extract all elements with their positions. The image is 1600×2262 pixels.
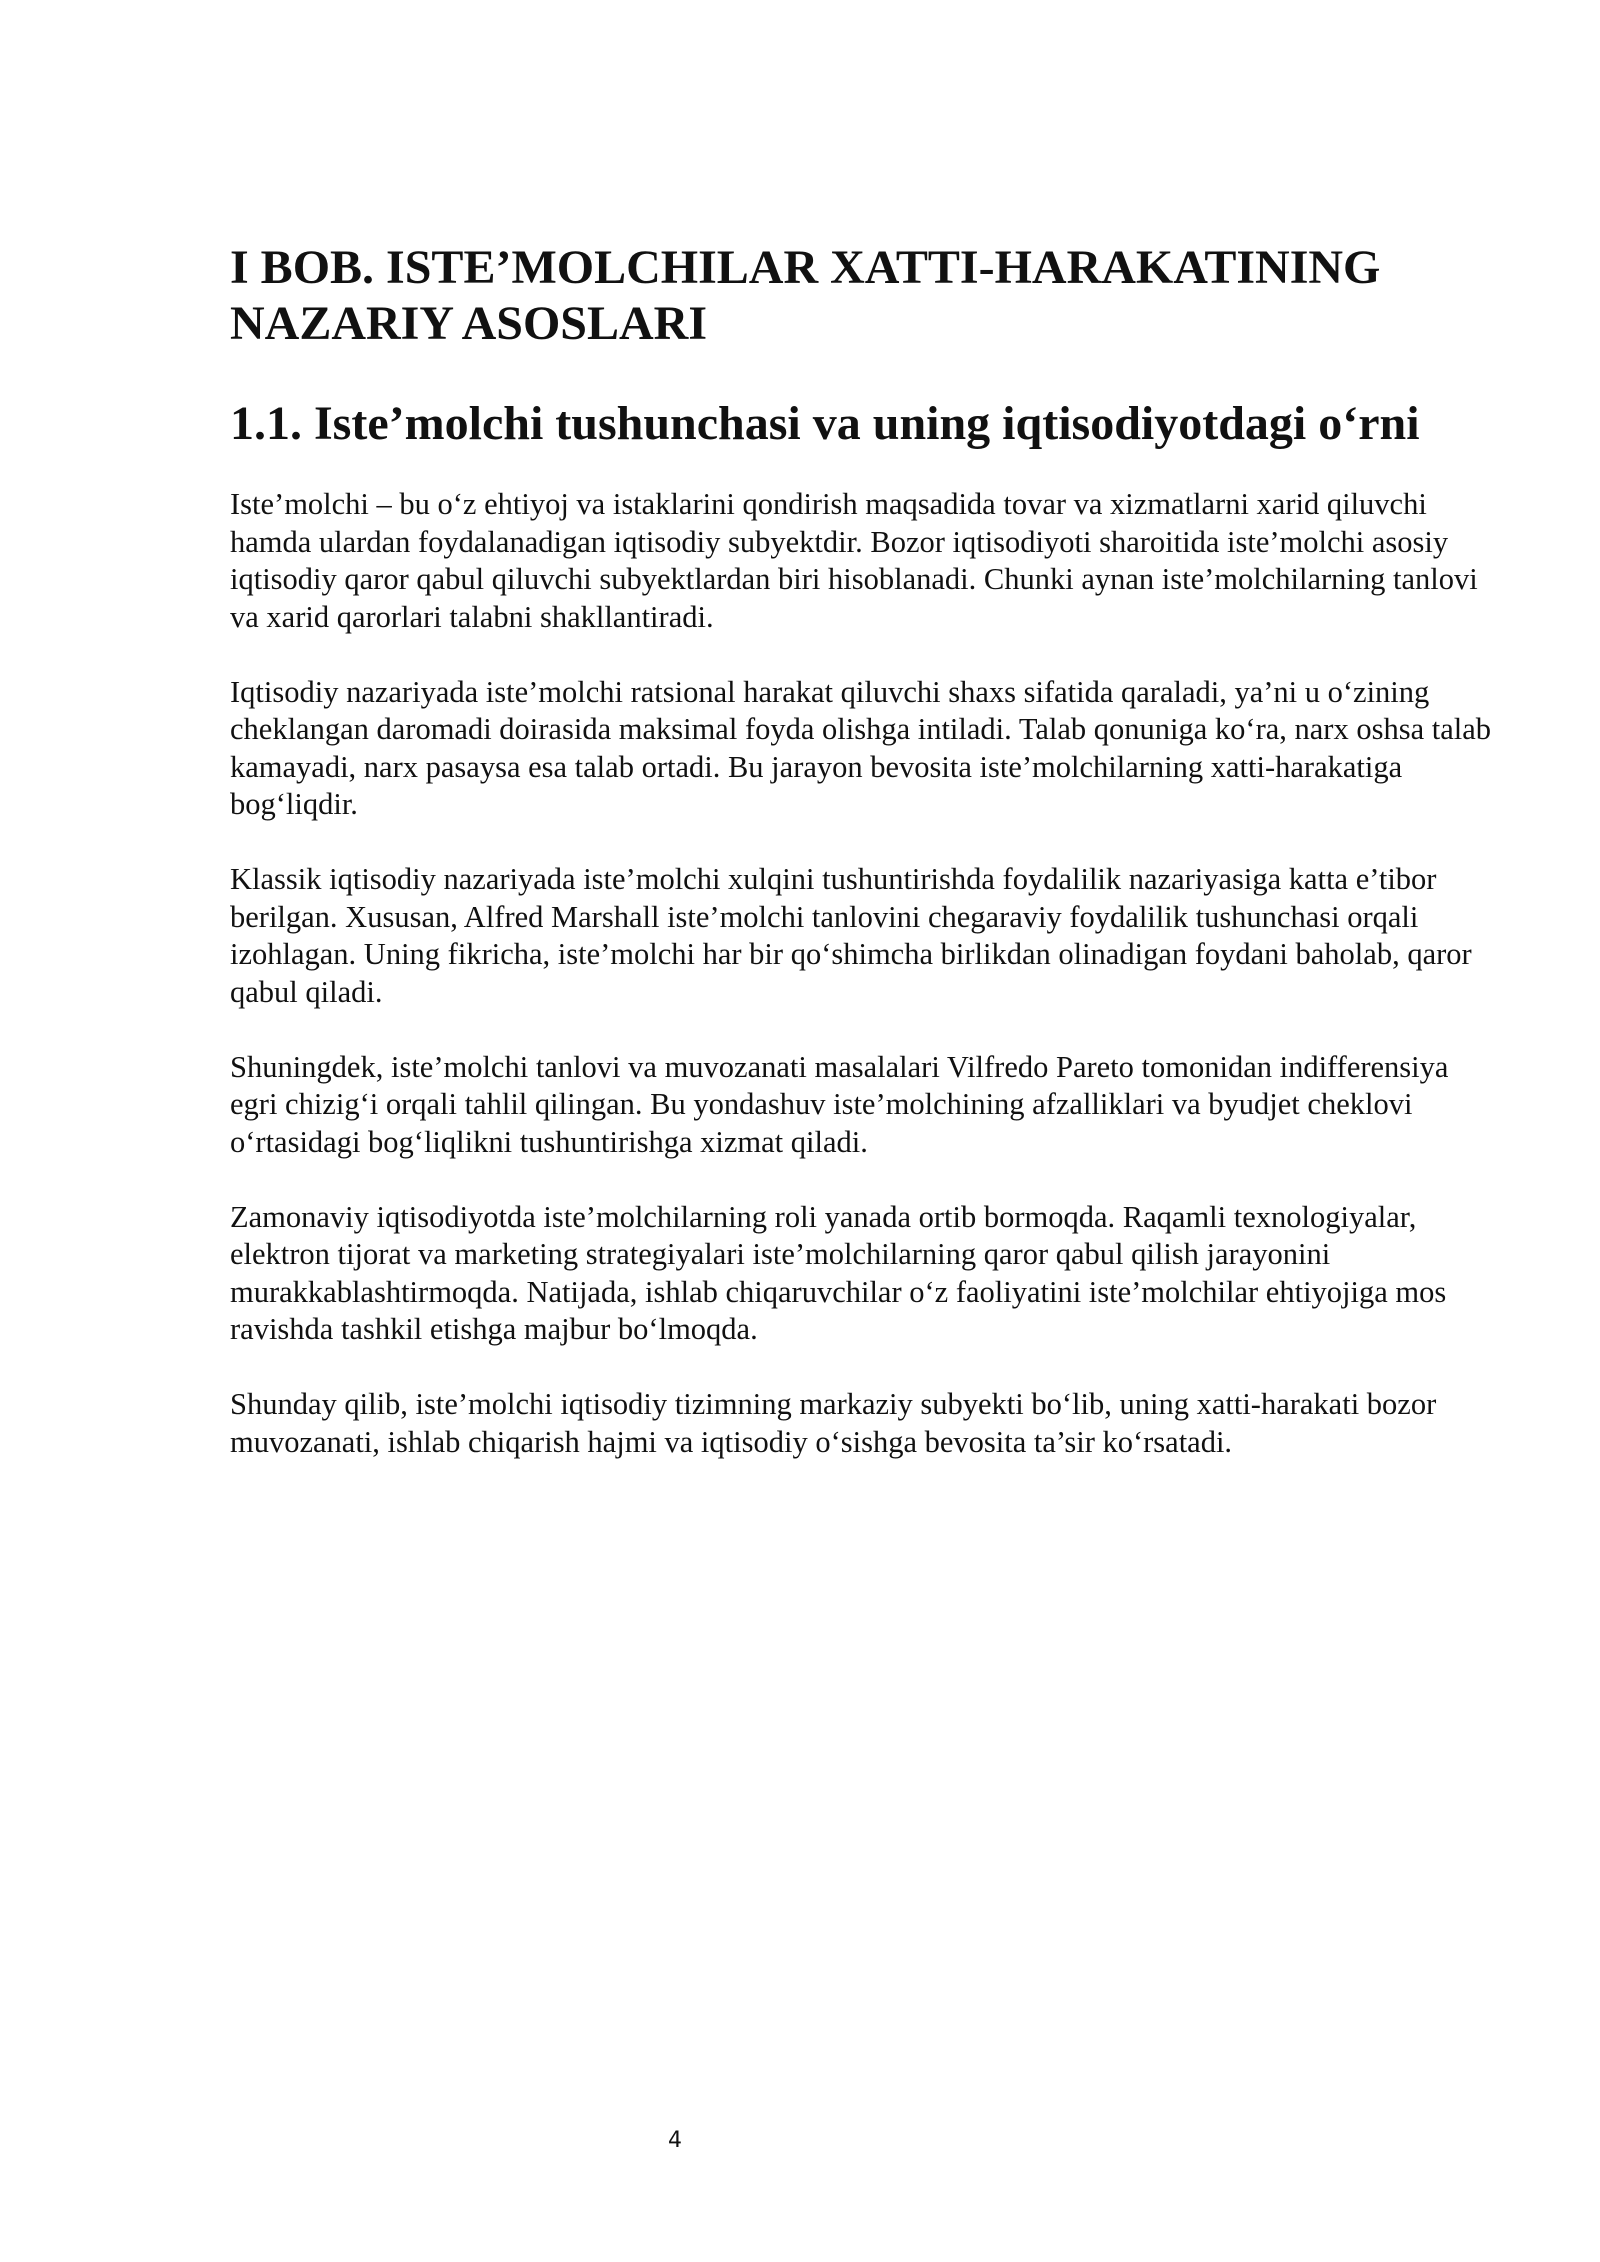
body-text [230,486,1500,1499]
paragraph: Shuningdek, iste’molchi tanlovi va muvozanati masalalari Vilfredo Pareto tomonidan indifferensiya egri chizig‘i orqali tahlil qilingan. Bu yondashuv iste’molchining afzalliklari va byudjet cheklovi o‘rtasidagi bog‘liqlikni tushuntirishga xizmat qiladi. [230,1049,1449,1159]
paragraph: Zamonaviy iqtisodiyotda iste’molchilarning roli yanada ortib bormoqda. Raqamli texnologiyalar, elektron tijorat va marketing strategiyalari iste’molchilarning qaror qabul qilish jarayonini murakkablashtirmoqda. Natijada, ishlab chiqaruvchilar o‘z faoliyatini iste’molchilar ehtiyojiga mos ravishda tashkil etishga majbur bo‘lmoqda. [230,1199,1447,1346]
page-number: 4 [668,2128,682,2153]
paragraph: Iqtisodiy nazariyada iste’molchi ratsional harakat qiluvchi shaxs sifatida qaraladi, ya’ni u o‘zining cheklangan daromadi doirasida maksimal foyda olishga intiladi. Talab qonuniga ko‘ra, narx oshsa talab kamayadi, narx pasaysa esa talab ortadi. Bu jarayon bevosita iste’molchilarning xatti-harakatiga bog‘liqdir. [230,674,1491,821]
page-content [230,240,1500,1459]
paragraph: Klassik iqtisodiy nazariyada iste’molchi xulqini tushuntirishda foydalilik nazariyasiga katta e’tibor berilgan. Xususan, Alfred Marshall iste’molchi tanlovini chegaraviy foydalilik tushunchasi orqali izohlagan. Uning fikricha, iste’molchi har bir qo‘shimcha birlikdan olinadigan foydani baholab, qaror qabul qiladi. [230,862,1472,1009]
paragraph: Iste’molchi – bu o‘z ehtiyoj va istaklarini qondirish maqsadida tovar va xizmatlarni xarid qiluvchi hamda ulardan foydalanadigan iqtisodiy subyektdir. Bozor iqtisodiyoti sharoitida iste’molchi asosiy iqtisodiy qaror qabul qiluvchi subyektlardan biri hisoblanadi. Chunki aynan iste’molchilarning tanlovi va xarid qarorlari talabni shakllantiradi. [230,487,1478,634]
section-title: 1.1. Iste’molchi tushunchasi va uning iqtisodiyotdagi o‘rni [230,397,1420,450]
chapter-title: I BOB. ISTE’MOLCHILAR XATTI-HARAKATINING NAZARIY ASOSLARI [230,241,1381,350]
paragraph: Shunday qilib, iste’molchi iqtisodiy tizimning markaziy subyekti bo‘lib, uning xatti-harakati bozor muvozanati, ishlab chiqarish hajmi va iqtisodiy o‘sishga bevosita ta’sir ko‘rsatadi. [230,1387,1437,1459]
